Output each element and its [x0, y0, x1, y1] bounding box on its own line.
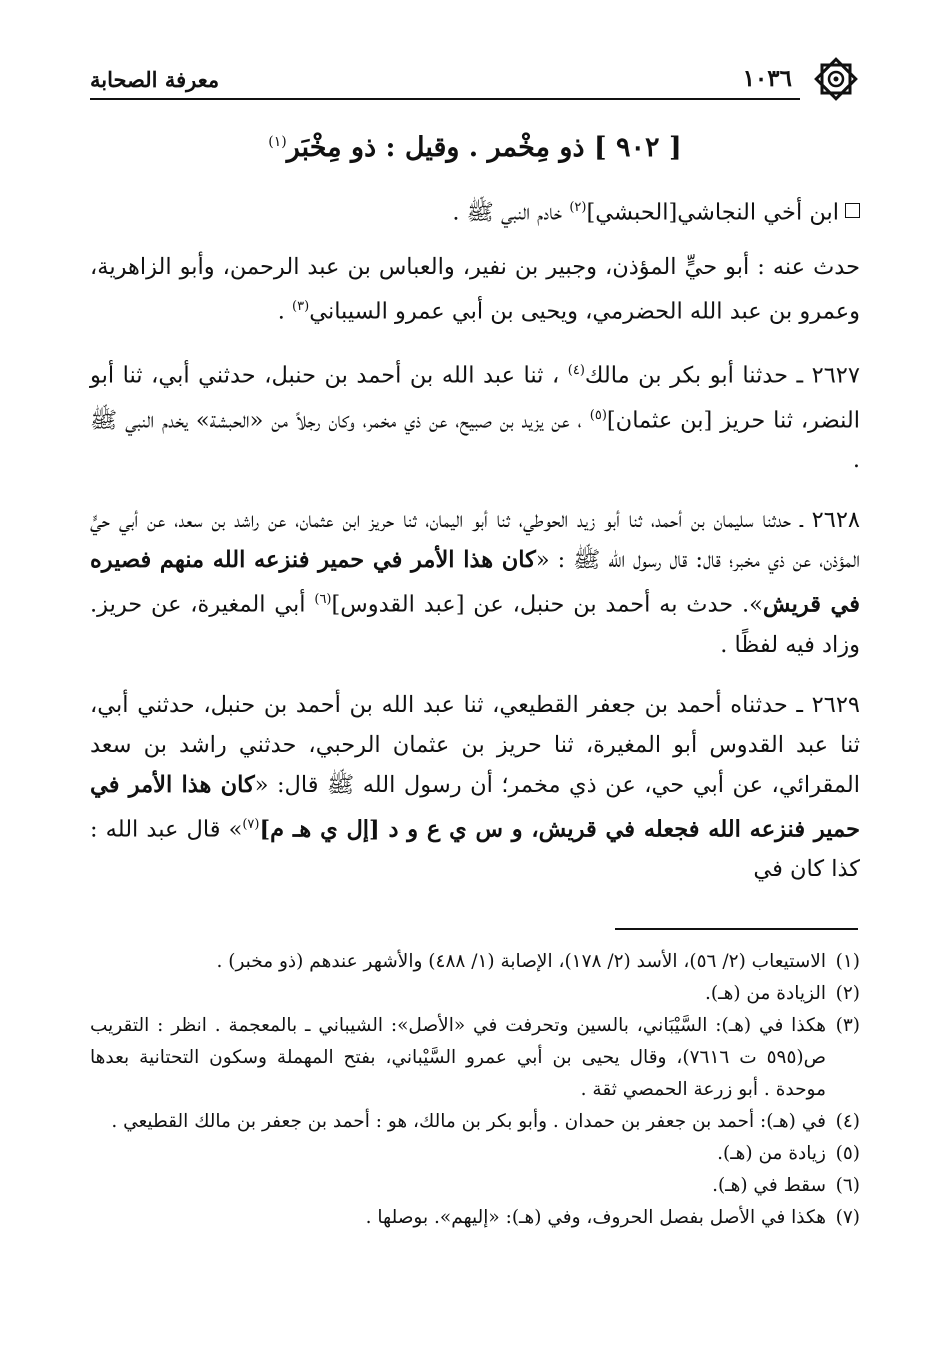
- paragraph-text: ، عن يزيد بن صبيح، عن ذي مخمر، وكان رجلاً من «الحبشة» يخدم النبي ﷺ .: [90, 407, 860, 473]
- hadith-2629: [90, 685, 860, 890]
- footnote-item: [90, 978, 860, 1010]
- footnote-text: سقط في (هـ).: [712, 1175, 826, 1196]
- footnote-number: (١): [835, 951, 860, 972]
- entry-intro: [90, 188, 860, 233]
- footnote-ref: (٦): [314, 592, 332, 607]
- paragraph-text: أبي المغيرة، عن حريز. وزاد فيه لفظًا .: [90, 591, 860, 658]
- paragraph-text: » قال عبد الله : كذا كان في: [90, 816, 860, 882]
- footnote-text: الزيادة من (هـ).: [705, 983, 826, 1004]
- paragraph-text: ٢٦٢٧ ـ حدثنا أبو بكر بن مالك: [584, 362, 860, 389]
- footnote-ref: (٧): [242, 816, 260, 832]
- page-header: [90, 55, 860, 105]
- entry-title-text: [ ٩٠٢ ] ذو مِخْمر . وقيل : ذو مِخْبَر: [286, 132, 682, 163]
- footnote-ref: (٤): [567, 363, 585, 378]
- octagram-ornament-icon: [812, 55, 860, 103]
- footnote-number: (٦): [835, 1175, 860, 1196]
- footnote-number: (٢): [835, 983, 860, 1004]
- paragraph-text: ٢٦٢٩ ـ حدثناه أحمد بن جعفر القطيعي، ثنا عبد الله بن أحمد بن حنبل، حدثني أبي، ثنا عبد القدوس أبو المغيرة، ثنا حريز بن عثمان الرحبي، حدثني راشد بن سعد المقرائي، عن أبي حي، عن ذي مخمر؛ أن رسول الله ﷺ قال: «: [90, 691, 860, 798]
- paragraph-text: ». حدث به أحمد بن حنبل، عن [عبد القدوس]: [331, 591, 763, 618]
- square-bullet-icon: [845, 203, 860, 218]
- intro-text: ابن أخي النجاشي[الحبشي]: [586, 199, 839, 226]
- footnote-item: [90, 1170, 860, 1202]
- page-number: ١٠٣٦: [742, 65, 792, 92]
- hadith-quote: كان هذا الأمر في حمير فنزعه الله منهم فصيره في قريش: [90, 547, 860, 618]
- footnote-ref: (٢): [569, 200, 587, 215]
- footnote-ref: (٣): [292, 298, 310, 314]
- footnote-item: [90, 1138, 860, 1170]
- footnote-item: [90, 1202, 860, 1234]
- intro-text: خادم النبي ﷺ .: [452, 199, 570, 226]
- footnote-text: زيادة من (هـ).: [717, 1143, 826, 1164]
- header-divider: [90, 98, 800, 100]
- running-title: معرفة الصحابة: [90, 67, 220, 92]
- footnote-ref: (٥): [589, 407, 607, 423]
- hadith-2627: [90, 351, 860, 480]
- footnote-ref: (١): [268, 134, 287, 150]
- footnote-number: (٧): [835, 1207, 860, 1228]
- paragraph-text: ، ثنا عبد الله بن أحمد بن حنبل، حدثني أبي، ثنا أبو النضر، ثنا حريز [بن عثمان]: [90, 362, 860, 433]
- entry-title: [90, 132, 860, 163]
- footnote-text: هكذا في الأصل بفصل الحروف، وفي (هـ): «إليهم». بوصلها .: [365, 1207, 826, 1228]
- hadith-2628: [90, 500, 860, 665]
- paragraph-text: ٢٦٢٨ ـ حدثنا سليمان بن أحمد، ثنا أبو زيد الحوطي، ثنا أبو اليمان، ثنا حريز ابن عثمان، عن راشد بن سعد، عن أبي حيٍّ المؤذن، عن ذي مخبر؛ قال: قال رسول الله ﷺ : «: [90, 507, 860, 573]
- footnote-text: هكذا في (هـ): السَّيْبَاني، بالسين وتحرفت في «الأصل»: الشيباني ـ بالمعجمة . انظر : التقريب ص(٥٩٥ ت ٧٦١٦)، وقال يحيى بن أبي عمرو السَّيْباني، بفتح المهملة وسكون التحتانية بعدها موحدة . أبو زرعة الحمصي ثقة .: [90, 1015, 827, 1100]
- paragraph-text: حدث عنه : أبو حيٍّ المؤذن، وجبير بن نفير، والعباس بن عبد الرحمن، وأبو الزاهرية، وعمرو بن عبد الله الحضرمي، ويحيى بن أبي عمرو السيباني: [90, 253, 860, 324]
- hadith-quote: كان هذا الأمر في حمير فنزعه الله فجعله في قريش، و س ي ع و د [إل ي هـ م]: [90, 771, 860, 842]
- footnote-item: [90, 1010, 860, 1106]
- main-text: [90, 188, 860, 909]
- paragraph-text: .: [277, 298, 293, 324]
- footnote-item: [90, 946, 860, 978]
- footnote-number: (٤): [835, 1111, 860, 1132]
- footnote-number: (٥): [835, 1143, 860, 1164]
- footnote-divider: [615, 928, 858, 930]
- footnotes: [90, 946, 860, 1234]
- footnote-text: الاستيعاب (٢/ ٥٦)، الأسد (٢/ ١٧٨)، الإصابة (١/ ٤٨٨) والأشهر عندهم (ذو مخبر) .: [216, 951, 826, 972]
- narrators-paragraph: [90, 247, 860, 332]
- footnote-text: في (هـ): أحمد بن جعفر بن حمدان . وأبو بكر بن مالك، هو : أحمد بن جعفر بن مالك القطيعي .: [111, 1111, 826, 1132]
- footnote-item: [90, 1106, 860, 1138]
- footnote-number: (٣): [835, 1015, 860, 1036]
